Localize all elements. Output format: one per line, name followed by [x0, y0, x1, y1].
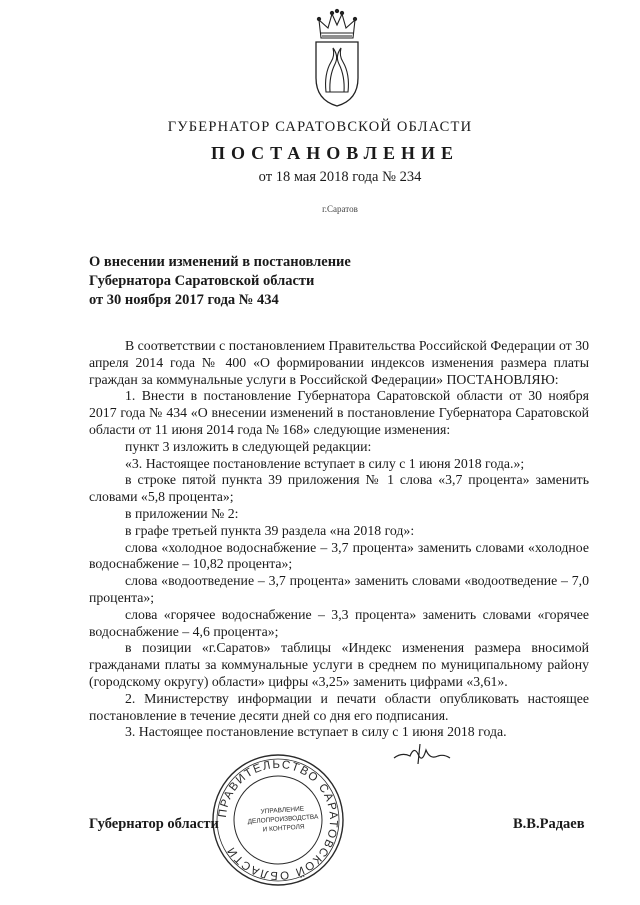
stamp-inner-line: И КОНТРОЛЯ [262, 823, 305, 834]
signatory-name: В.В.Радаев [513, 816, 585, 832]
body-paragraph: «3. Настоящее постановление вступает в силу с 1 июня 2018 года.»; [125, 455, 525, 471]
stamp-inner-line: УПРАВЛЕНИЕ [260, 805, 305, 816]
document-type: ПОСТАНОВЛЕНИЕ [210, 143, 460, 163]
signatory-position: Губернатор области [89, 816, 219, 832]
document-date-number: от 18 мая 2018 года № 234 [258, 169, 422, 185]
body-paragraph: В соответствии с постановлением Правительства Российской Федерации от 30 апреля 2014 года № 400 «О формировании индексов изменения размера платы граждан за коммунальные услуги в Российской Федерации» ПОСТАНОВЛЯЮ: [89, 338, 589, 387]
subject-line: О внесении изменений в постановление [89, 254, 351, 270]
document-subject [89, 253, 351, 310]
subject-line: от 30 ноября 2017 года № 434 [89, 292, 279, 308]
stamp-ring-text: ПРАВИТЕЛЬСТВО САРАТОВСКОЙ ОБЛАСТИ [216, 758, 340, 882]
stamp-inner-line: ДЕЛОПРОИЗВОДСТВА [247, 813, 319, 826]
body-paragraph: 3. Настоящее постановление вступает в силу с 1 июня 2018 года. [125, 724, 507, 740]
coat-of-arms-emblem [311, 8, 363, 108]
document-body [89, 338, 589, 741]
issuing-authority: ГУБЕРНАТОР САРАТОВСКОЙ ОБЛАСТИ [167, 119, 473, 135]
body-paragraph: в позиции «г.Саратов» таблицы «Индекс изменения размера вносимой гражданами платы за коммунальные услуги в среднем по муниципальному району (городскому округу) области» цифры «3,25» заменить цифрами «3,61». [89, 640, 589, 689]
subject-line: Губернатора Саратовской области [89, 273, 315, 289]
body-paragraph: 2. Министерству информации и печати области опубликовать настоящее постановление в течение десяти дней со дня его подписания. [89, 690, 589, 723]
handwritten-signature [392, 742, 452, 766]
body-paragraph: в приложении № 2: [125, 505, 239, 521]
document-city: г.Саратов [322, 204, 358, 214]
body-paragraph: слова «холодное водоснабжение – 3,7 процента» заменить словами «холодное водоснабжение – 10,82 процента»; [89, 539, 589, 572]
body-paragraph: пункт 3 изложить в следующей редакции: [125, 438, 372, 454]
body-paragraph: слова «водоотведение – 3,7 процента» заменить словами «водоотведение – 7,0 процента»; [89, 573, 589, 605]
body-paragraph: в строке пятой пункта 39 приложения № 1 слова «3,7 процента» заменить словами «5,8 процента»; [89, 472, 589, 505]
body-paragraph: слова «горячее водоснабжение – 3,3 процента» заменить словами «горячее водоснабжение – 4,6 процента»; [89, 606, 589, 639]
body-paragraph: в графе третьей пункта 39 раздела «на 2018 год»: [125, 522, 415, 538]
body-paragraph: 1. Внести в постановление Губернатора Саратовской области от 30 ноября 2017 года № 434 «О внесении изменений в постановление Губернатора Саратовской области от 11 июня 2014 года № 168» следующие изменения: [89, 388, 589, 437]
